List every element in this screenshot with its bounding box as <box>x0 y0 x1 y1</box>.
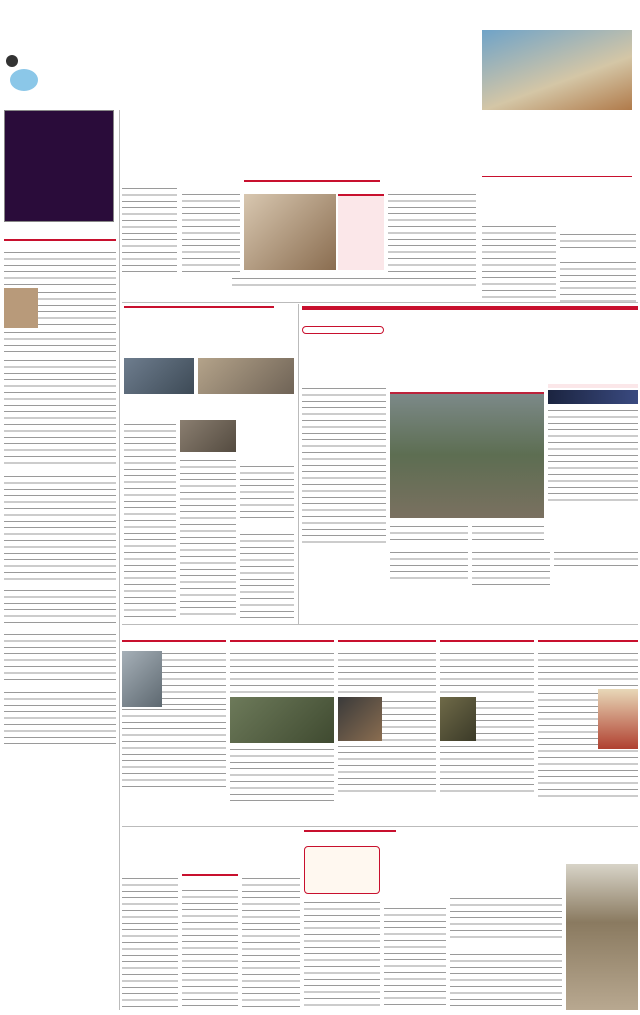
khas-box <box>338 194 384 270</box>
samachar-column <box>4 226 116 1006</box>
body-lines <box>4 328 116 352</box>
samachar-body8 <box>4 688 116 748</box>
monsoon-banner <box>302 306 638 310</box>
body-lines <box>554 548 638 570</box>
body-lines <box>472 522 544 544</box>
divider <box>298 304 299 624</box>
bishnoi-photo <box>124 358 194 394</box>
body-lines <box>230 649 334 695</box>
body-lines <box>182 190 240 272</box>
story-gaganyaan <box>538 627 638 823</box>
jee-sub <box>244 180 380 182</box>
bishnoi-kicker <box>124 306 274 308</box>
story-mallya <box>338 627 436 823</box>
body-lines <box>338 649 436 697</box>
story-gaganyaan-kicker <box>538 640 638 642</box>
story-awantipora-kicker <box>230 640 334 642</box>
panchayat-body-b <box>182 886 238 1010</box>
body-lines <box>4 472 116 582</box>
divider <box>122 302 638 303</box>
body-lines <box>122 705 226 787</box>
body-lines <box>242 874 300 1010</box>
story-currency <box>122 627 226 823</box>
body-lines <box>4 586 116 626</box>
kerala-body <box>472 548 550 590</box>
story-jodhpur-body <box>440 649 534 697</box>
sansad-box-text <box>305 847 379 853</box>
gujarat-body <box>390 548 468 580</box>
body-lines <box>230 745 334 803</box>
jee-body-a <box>122 184 177 272</box>
monsoon-callout <box>302 326 384 334</box>
samachar-body4 <box>4 356 116 468</box>
divider <box>122 826 638 827</box>
samachar-body6 <box>4 586 116 626</box>
story-awantipora-body <box>230 649 334 695</box>
bishnoi-body-c <box>240 462 294 518</box>
body-lines <box>4 248 116 288</box>
story-mallya-kicker <box>338 640 436 642</box>
dadi-body <box>482 222 556 302</box>
sansad-box <box>304 846 380 894</box>
rajasthan-head <box>548 384 638 388</box>
panchayat-body-c <box>242 874 300 1010</box>
samachar-title <box>4 239 116 241</box>
story-gaganyaan-photo <box>598 689 638 749</box>
story-currency-body2 <box>122 705 226 787</box>
story-gaganyaan-body <box>538 649 638 689</box>
haryana-body <box>554 548 638 570</box>
story-jodhpur-photo <box>440 697 476 741</box>
weather-illustration <box>10 69 38 91</box>
panchayat-body-a <box>122 874 178 1010</box>
body-lines <box>538 649 638 689</box>
body-lines <box>4 630 116 684</box>
story-currency-photo <box>122 651 162 707</box>
body-lines <box>560 258 636 302</box>
story-mallya-photo <box>338 697 382 741</box>
body-lines <box>122 184 177 272</box>
body-lines <box>390 548 468 580</box>
body-lines <box>450 950 562 1010</box>
body-lines <box>548 406 638 502</box>
story-awantipora-photo <box>230 697 334 743</box>
body-lines <box>4 688 116 748</box>
divider <box>122 624 638 625</box>
body-lines <box>388 190 476 272</box>
bishnoi-body-b <box>180 456 236 620</box>
story-currency-kicker <box>122 640 226 642</box>
sansad-kicker <box>304 830 396 832</box>
body-lines <box>472 548 550 590</box>
haryana-box <box>554 548 638 620</box>
body-lines <box>240 462 294 518</box>
jee-caption-body <box>232 274 476 288</box>
body-lines <box>384 904 446 1010</box>
jee-photo <box>244 194 336 270</box>
body-lines <box>390 522 468 544</box>
monsoon-body-b <box>390 522 468 544</box>
body-lines <box>122 874 178 1010</box>
body-lines <box>232 274 476 288</box>
story-jodhpur <box>440 627 534 823</box>
samachar-body7 <box>4 630 116 684</box>
body-lines <box>440 649 534 697</box>
samachar-body1 <box>4 248 116 288</box>
body-lines <box>482 222 556 302</box>
monsoon-photo <box>390 392 544 518</box>
weather-box <box>4 55 112 97</box>
dadi-body2 <box>560 230 636 248</box>
sansad-body-d <box>450 950 562 1010</box>
masthead <box>0 0 475 106</box>
body-lines <box>450 894 562 938</box>
dadi-body3 <box>560 258 636 302</box>
story-awantipora <box>230 627 334 823</box>
dadi-box <box>478 8 638 306</box>
body-lines <box>4 356 116 468</box>
body-lines <box>124 420 176 620</box>
rajasthan-body <box>548 406 638 502</box>
body-lines <box>302 384 386 544</box>
body-lines <box>180 456 236 620</box>
monsoon-body-c <box>472 522 544 544</box>
story-jodhpur-kicker <box>440 640 534 642</box>
jee-body-b <box>182 190 240 272</box>
kerala-box <box>472 548 550 620</box>
body-lines <box>304 898 380 1010</box>
bishnoi-photo2 <box>198 358 294 394</box>
dadi-photo <box>482 30 632 110</box>
dhirsons-ad[interactable] <box>4 110 114 222</box>
bishnoi-mug <box>180 420 236 452</box>
sansad-body-b <box>384 904 446 1010</box>
body-lines <box>182 886 238 1010</box>
jee-body-c <box>388 190 476 272</box>
gujarat-box <box>390 548 468 620</box>
body-lines <box>560 230 636 248</box>
bishnoi-body-d <box>240 530 294 620</box>
body-lines <box>240 530 294 620</box>
khas-title <box>338 194 384 196</box>
story-mallya-body <box>338 649 436 697</box>
dadi-kicker <box>482 176 632 177</box>
ashoka-photo <box>566 864 638 1010</box>
rajasthan-box <box>548 384 638 544</box>
sansad-body-a <box>304 898 380 1010</box>
monsoon-photo-caption <box>390 392 544 394</box>
samachar-body3 <box>4 328 116 352</box>
story-awantipora-body2 <box>230 745 334 803</box>
bishnoi-body-a <box>124 420 176 620</box>
sansad-body-c <box>450 894 562 938</box>
samachar-body5 <box>4 472 116 582</box>
samachar-photo <box>4 288 38 328</box>
lightning-icon <box>548 390 638 404</box>
divider <box>119 110 120 1010</box>
weather-icon <box>6 55 18 67</box>
panchayat-kicker <box>182 874 238 876</box>
monsoon-body-a <box>302 384 386 544</box>
